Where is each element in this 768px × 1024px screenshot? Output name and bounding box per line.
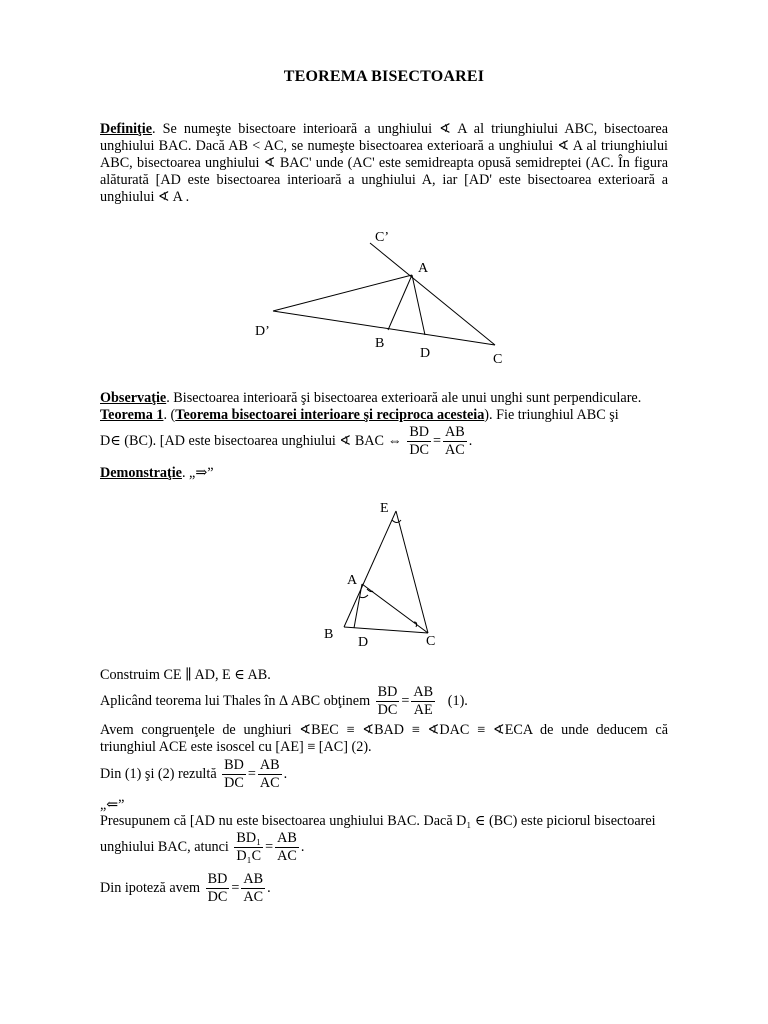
figure-bisectors (240, 225, 540, 375)
label-C: C (426, 634, 436, 649)
label-A: A (347, 573, 358, 588)
thales-text: Aplicând teorema lui Thales în Δ ABC obţinem (100, 692, 371, 709)
label-E: E (380, 501, 389, 516)
theorem-statement-text: D∈ (BC). [AD este bisectoarea unghiului ∢ BAC ⇔ (100, 432, 402, 449)
equation-tag-1: (1). (447, 692, 468, 709)
thales-line: Aplicând teorema lui Thales în Δ ABC obţinem $\frac{BD}{DC}$ = $\frac{AB}{AE}$ (1). (100, 684, 468, 718)
segment-AD (354, 584, 362, 628)
segment-AB (388, 275, 412, 330)
fraction-ab-ac: $\frac{AB}{AC}$ (277, 830, 297, 864)
label-A: A (418, 261, 429, 276)
label-D: D (358, 635, 369, 650)
observation-text: . Bisectoarea interioară şi bisectoarea exterioară ale unui unghi sunt perpendiculare. (166, 390, 642, 406)
demonstration-label: Demonstraţie (100, 465, 182, 481)
figure-thales (310, 495, 460, 655)
demonstration-arrow: . „⇒” (181, 465, 214, 481)
fraction-ab-ac: $\frac{AB}{AC}$ (445, 424, 465, 458)
fraction-ab-ac: $\frac{AB}{AC}$ (259, 757, 280, 791)
definition-label: Definiţie (100, 121, 153, 137)
suppose-line: Presupunem că [AD nu este bisectoarea unghiului BAC. Dacă D₁ ∈ (BC) este piciorul bisectoarei (100, 813, 656, 829)
label-D-prime: D’ (255, 324, 270, 339)
theorem-label: Teorema 1 (100, 407, 164, 423)
label-C-prime: C’ (375, 230, 389, 245)
line-D-prime-to-A (273, 275, 412, 311)
segment-BC (344, 627, 428, 633)
fraction-bd-dc: $\frac{BD}{DC}$ (207, 871, 228, 905)
line-C-prime-to-C (370, 243, 495, 345)
result-line: Din (1) şi (2) rezultă $\frac{BD}{DC}$ = $\frac{AB}{AC}$ . (100, 757, 288, 791)
segment-AD (412, 275, 425, 335)
fraction-ab-ac: $\frac{AB}{AC}$ (243, 871, 264, 905)
then-line: unghiului BAC, atunci $\frac{\text{BD₁}}{\text{D₁C}}$ = $\frac{AB}{AC}$ . (100, 830, 305, 864)
label-B: B (375, 336, 385, 351)
fraction-bd-dc: $\frac{BD}{DC}$ (224, 757, 244, 791)
fraction-bd-dc: $\frac{BD}{DC}$ (377, 684, 398, 718)
fraction-bd1-d1c: $\frac{\text{BD₁}}{\text{D₁C}}$ (236, 830, 262, 864)
hypothesis-text: Din ipoteză avem (100, 879, 201, 896)
fraction-ab-ae: $\frac{AB}{AE}$ (413, 684, 434, 718)
result-text: Din (1) şi (2) rezultă (100, 765, 217, 782)
theorem-name: Teorema bisectoarei interioare şi reciproca acesteia (175, 407, 485, 423)
angle-mark-E (392, 520, 401, 523)
construct-line: Construim CE ∥ AD, E ∈ AB. (100, 667, 271, 683)
fraction-bd-dc: $\frac{BD}{DC}$ (409, 424, 430, 458)
definition-paragraph (100, 121, 668, 206)
label-B: B (324, 627, 334, 642)
label-C: C (493, 352, 503, 367)
page-title: TEOREMA BISECTOAREI (283, 68, 485, 85)
theorem-line: Teorema 1. (Teorema bisectoarei interioare şi reciproca acesteia). Fie triunghiul ABC şi (100, 407, 619, 423)
observation-label: Observaţie (100, 390, 167, 406)
congruence-paragraph: Avem congruenţele de unghiuri ∢BEC ≡ ∢BAD ≡ ∢DAC ≡ ∢ECA de unde deducem că triunghiul ACE este isoscel cu [AE] ≡ [AC] (2). (100, 722, 668, 755)
segment-BE (344, 511, 396, 627)
definition-text: . Se numeşte bisectoare interioară a unghiului ∢ A al triunghiului ABC, bisectoarea unghiului BAC. Dacă AB < AC, se numeşte bisectoarea exterioară a unghiului ∢ A al triunghiului ABC, bisectoarea unghiului ∢ BAC' unde (AC' este semidreapta opusă semidreptei (AC. În figura alăturată [AD este bisectoarea interioară a unghiului A, iar [AD' este bisectoarea exterioară a unghiului ∢ A . (100, 121, 668, 205)
reverse-arrow: „⇐” (100, 797, 125, 813)
demonstration-heading (100, 465, 668, 482)
hypothesis-line: Din ipoteză avem $\frac{BD}{DC}$ = $\frac{AB}{AC}$ . (100, 871, 271, 905)
theorem-text: ). Fie triunghiul ABC şi (484, 407, 619, 423)
theorem-statement: D∈ (BC). [AD este bisectoarea unghiului ∢ BAC ⇔ $\frac{BD}{DC}$ = $\frac{AB}{AC}$ . (100, 424, 473, 458)
then-text: unghiului BAC, atunci (100, 838, 229, 855)
angle-mark-A-inner (360, 595, 368, 598)
observation-paragraph (100, 390, 668, 407)
segment-EC (396, 511, 428, 633)
label-D: D (420, 346, 431, 361)
